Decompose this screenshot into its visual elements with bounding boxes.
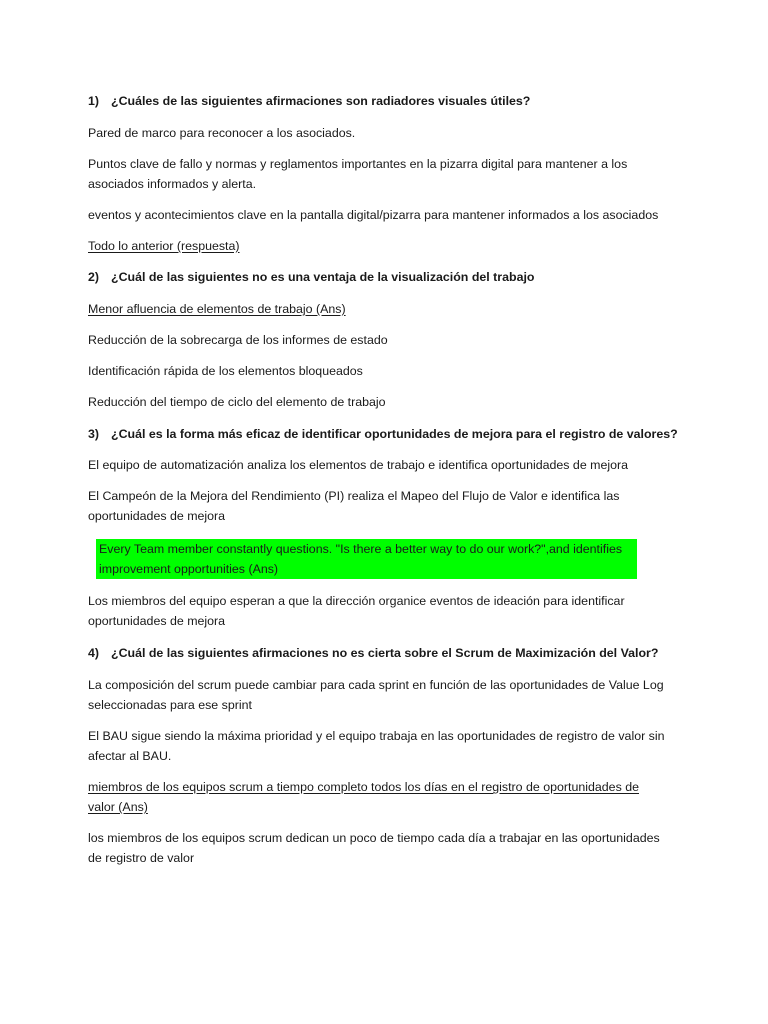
option-1b-line1: Puntos clave de fallo y normas y reglamentos importantes en la pizarra digital para mantener a los [88, 157, 628, 171]
option-1d-answer: Todo lo anterior (respuesta) [88, 239, 240, 253]
option-4a-line1: La composición del scrum puede cambiar para cada sprint en función de las oportunidades de Value Log [88, 678, 664, 692]
question-3 [88, 424, 678, 444]
option-3d-line1: Los miembros del equipo esperan a que la dirección organice eventos de ideación para identificar [88, 594, 625, 608]
option-1a: Pared de marco para reconocer a los asociados. [88, 126, 356, 140]
option-4c-answer-line2: valor (Ans) [88, 800, 148, 814]
question-4 [88, 643, 658, 663]
question-number: 4) [88, 646, 100, 660]
option-4b-line2: afectar al BAU. [88, 749, 172, 763]
option-3b-line2: oportunidades de mejora [88, 509, 226, 523]
option-3a: El equipo de automatización analiza los elementos de trabajo e identifica oportunidades de mejora [88, 458, 629, 472]
question-number: 1) [88, 94, 100, 108]
option-4c-answer-line1: miembros de los equipos scrum a tiempo completo todos los días en el registro de oportunidades de [88, 780, 639, 794]
option-4a-line2: seleccionadas para ese sprint [88, 698, 252, 712]
option-2d: Reducción del tiempo de ciclo del elemento de trabajo [88, 395, 386, 409]
question-1 [88, 91, 530, 111]
option-4b-line1: El BAU sigue siendo la máxima prioridad y el equipo trabaja en las oportunidades de registro de valor sin [88, 729, 665, 743]
question-2 [88, 267, 534, 287]
option-2b: Reducción de la sobrecarga de los informes de estado [88, 333, 388, 347]
option-2c: Identificación rápida de los elementos bloqueados [88, 364, 363, 378]
option-1c: eventos y acontecimientos clave en la pantalla digital/pizarra para mantener informados a los asociados [88, 208, 659, 222]
option-4d-line1: los miembros de los equipos scrum dedican un poco de tiempo cada día a trabajar en las oportunidades [88, 831, 660, 845]
option-3c-answer-line2: improvement opportunities (Ans) [99, 562, 279, 576]
question-number: 3) [88, 427, 100, 441]
question-text: ¿Cuál es la forma más eficaz de identificar oportunidades de mejora para el registro de valores? [111, 427, 678, 441]
option-4d-line2: de registro de valor [88, 851, 195, 865]
option-3b-line1: El Campeón de la Mejora del Rendimiento (PI) realiza el Mapeo del Flujo de Valor e identifica las [88, 489, 620, 503]
option-2a-answer: Menor afluencia de elementos de trabajo (Ans) [88, 302, 346, 316]
option-3d-line2: oportunidades de mejora [88, 614, 226, 628]
option-1b-line2: asociados informados y alerta. [88, 177, 257, 191]
question-text: ¿Cuál de las siguientes afirmaciones no es cierta sobre el Scrum de Maximización del Valor? [111, 646, 659, 660]
option-3c-answer-line1: Every Team member constantly questions. "Is there a better way to do our work?",and identifies [99, 542, 623, 556]
question-number: 2) [88, 270, 100, 284]
question-text: ¿Cuáles de las siguientes afirmaciones son radiadores visuales útiles? [111, 94, 531, 108]
question-text: ¿Cuál de las siguientes no es una ventaja de la visualización del trabajo [111, 270, 535, 284]
